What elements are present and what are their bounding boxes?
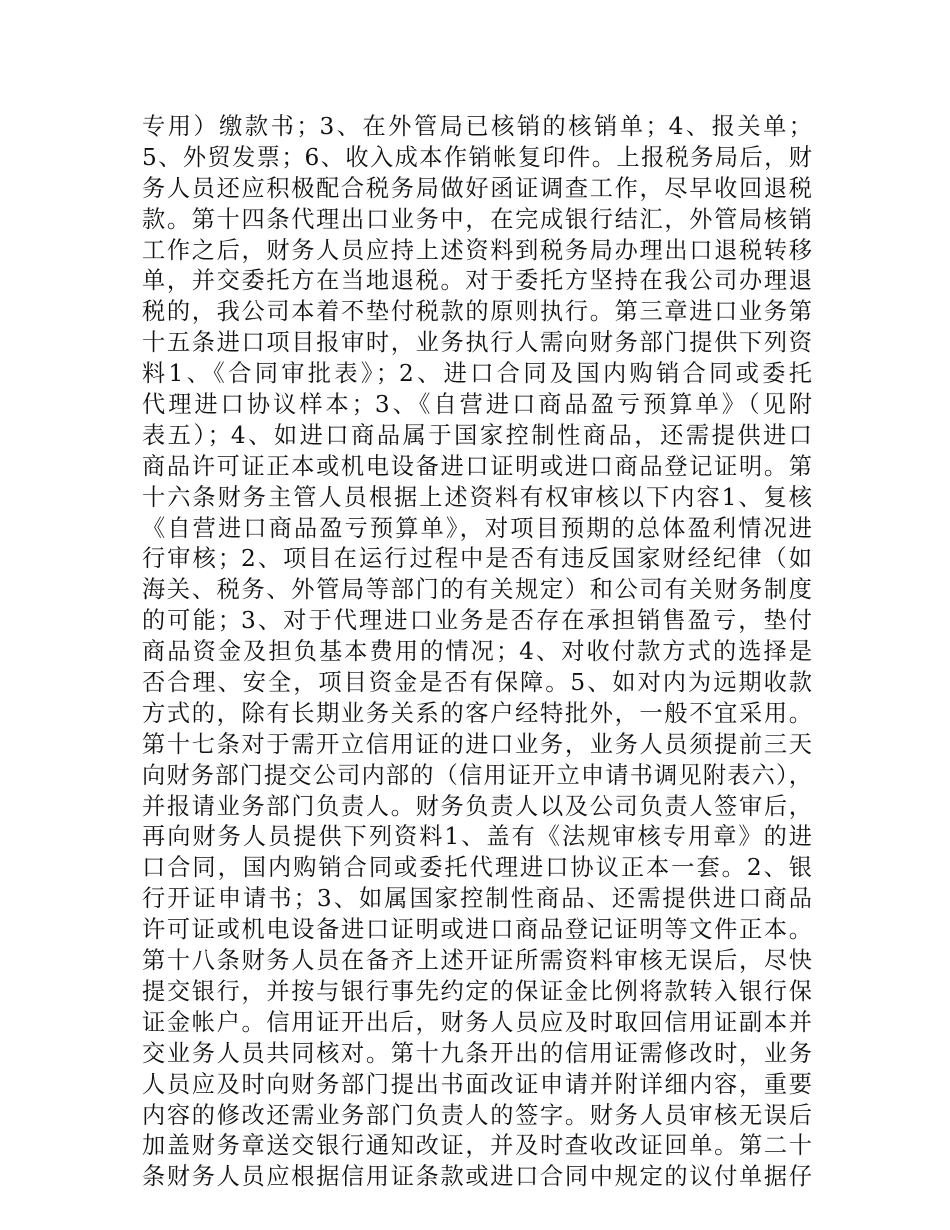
text-line: 内容的修改还需业务部门负责人的签字。财务人员审核无误后 [142,1101,812,1129]
text-line: 向财务部门提交公司内部的（信用证开立申请书调见附表六）， [142,761,812,789]
text-line: 的可能；3、对于代理进口业务是否存在承担销售盈亏，垫付 [142,607,812,635]
text-line: 行审核；2、项目在运行过程中是否有违反国家财经纪律（如 [142,545,812,573]
text-line: 加盖财务章送交银行通知改证，并及时查收改证回单。第二十 [142,1132,812,1160]
text-line: 税的，我公司本着不垫付税款的原则执行。第三章进口业务第 [142,298,812,326]
text-line: 人员应及时向财务部门提出书面改证申请并附详细内容，重要 [142,1070,812,1098]
text-line: 《自营进口商品盈亏预算单》，对项目预期的总体盈利情况进 [142,514,812,542]
text-line: 条财务人员应根据信用证条款或进口合同中规定的议付单据仔 [142,1163,812,1191]
text-line: 十六条财务主管人员根据上述资料有权审核以下内容1、复核 [142,483,812,511]
text-line: 第十八条财务人员在备齐上述开证所需资料审核无误后，尽快 [142,947,812,975]
text-line: 方式的，除有长期业务关系的客户经特批外，一般不宜采用。 [142,699,812,727]
text-line: 并报请业务部门负责人。财务负责人以及公司负责人签审后， [142,792,812,820]
text-line: 行开证申请书；3、如属国家控制性商品、还需提供进口商品 [142,885,812,913]
text-line: 专用）缴款书；3、在外管局已核销的核销单；4、报关单； [142,113,812,140]
text-line: 提交银行，并按与银行事先约定的保证金比例将款转入银行保 [142,977,812,1005]
text-line: 商品资金及担负基本费用的情况；4、对收付款方式的选择是 [142,638,812,666]
text-line: 十五条进口项目报审时，业务执行人需向财务部门提供下列资 [142,329,812,357]
text-line: 工作之后，财务人员应持上述资料到税务局办理出口退税转移 [142,236,812,264]
text-line: 第十七条对于需开立信用证的进口业务，业务人员须提前三天 [142,730,812,758]
text-line: 海关、税务、外管局等部门的有关规定）和公司有关财务制度 [142,576,812,604]
text-line: 务人员还应积极配合税务局做好函证调查工作，尽早收回退税 [142,174,812,202]
text-line: 款。第十四条代理出口业务中，在完成银行结汇，外管局核销 [142,205,812,233]
text-line: 许可证或机电设备进口证明或进口商品登记证明等文件正本。 [142,916,812,944]
text-line: 交业务人员共同核对。第十九条开出的信用证需修改时，业务 [142,1039,812,1067]
text-line: 单，并交委托方在当地退税。对于委托方坚持在我公司办理退 [142,267,812,295]
text-line: 代理进口协议样本；3、《自营进口商品盈亏预算单》（见附 [142,391,812,419]
text-line: 商品许可证正本或机电设备进口证明或进口商品登记证明。第 [142,452,812,480]
text-line: 证金帐户。信用证开出后，财务人员应及时取回信用证副本并 [142,1008,812,1036]
text-line: 再向财务人员提供下列资料1、盖有《法规审核专用章》的进 [142,823,812,851]
text-line: 否合理、安全，项目资金是否有保障。5、如对内为远期收款 [142,669,812,697]
text-line: 口合同，国内购销合同或委托代理进口协议正本一套。2、银 [142,854,812,882]
text-line: 表五）；4、如进口商品属于国家控制性商品，还需提供进口 [142,421,812,449]
body-text [142,112,812,1193]
text-line: 5、外贸发票；6、收入成本作销帐复印件。上报税务局后，财 [142,143,812,171]
text-line: 料1、《合同审批表》；2、进口合同及国内购销合同或委托 [142,360,812,388]
